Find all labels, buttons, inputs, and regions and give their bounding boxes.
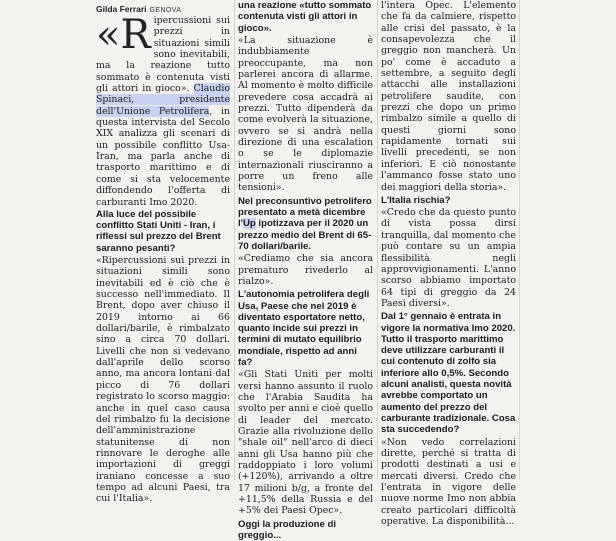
drop-cap: «R bbox=[96, 12, 151, 58]
question-continuation: una reazione «tutto sommato contenuta visti gli attori in gioco». bbox=[238, 0, 372, 34]
article-lead bbox=[96, 12, 230, 208]
answer-2: «Crediamo che sia ancora prematuro rivederlo al rialzo». bbox=[238, 253, 373, 287]
question-5: Dal 1° gennaio è entrata in vigore la normativa Imo 2020. Tutto il trasporto marittimo deve utilizzare carburanti il cui contenuto di zolfo sia inferiore allo 0,5%. Secondo alcuni analisti, questa novità avrebbe comportato un aumento del prezzo del carburante tradizionale. Cosa sta succedendo? bbox=[381, 311, 516, 436]
question-2-end: ipotizzava per il 2020 un prezzo medio del Brent di 65-70 dollari/barile. bbox=[238, 218, 372, 252]
byline-city: GENOVA bbox=[149, 7, 182, 14]
question-3: L'autonomia petrolifera degli Usa, Paese che nel 2019 è diventato esportatore netto, quanto incide sui prezzi in termini di mutato equilibrio mondiale, rispetto ad anni fa? bbox=[238, 289, 370, 368]
answer-3-continuation: l'intera Opec. L'elemento che fa da calmiere, rispetto alle crisi del passato, è la consapevolezza che il greggio non mancherà. Un po' come è accaduto a settembre, a seguito degli attacchi alle installazioni petrolifere saudite, con prezzi che dopo un primo rimbalzo simile a quello di questi giorni sono rapidamente tornati sui livelli precedenti, se non inferiori. E ciò nonostante l'ammanco fosse stato uno dei maggiori della storia». bbox=[381, 0, 516, 193]
question-4: L'Italia rischia? bbox=[381, 194, 451, 206]
column-2 bbox=[238, 0, 373, 541]
column-1 bbox=[96, 0, 230, 505]
question-1: Alla luce del possibile conflitto Stati Uniti - Iran, i riflessi sul prezzo del Brent saranno pesanti? bbox=[96, 208, 221, 254]
column-3 bbox=[381, 0, 516, 527]
lead-text-end: , in questa intervista del Secolo XIX analizza gli scenari di un possibile conflitto Usa-Iran, ma parla anche di trasporto marittimo e di come si sta velocemente diffondendo l'offerta di carburanti Imo 2020. bbox=[96, 105, 230, 208]
question-2-start: Nel preconsuntivo petrolifero presentato a metà dicembre l' bbox=[238, 195, 372, 230]
answer-3: «Gli Stati Uniti per molti versi hanno assunto il ruolo che l'Arabia Saudita ha svolto per anni e cioè quello di leader del mercato. Grazie alla rivoluzione dello "shale oil" nell'arco di dieci anni gli Usa hanno più che raddoppiato i loro volumi (+120%), arrivando a oltre 17 milioni b/g, a fronte del +11,5% della Russia e del +5% dei Paesi Opec». bbox=[238, 369, 373, 517]
answer-1: «Ripercussioni sui prezzi in situazioni simili sono inevitabili ed è ciò che è successo nell'immediato. Il Brent, dopo aver chiuso il 2019 intorno ai 66 dollari/barile, è rimbalzato sino a circa 70 dollari. Livelli che non si vedevano dall'aprile dello scorso anno, ma ancora lontani dal picco di 76 dollari registrato lo scorso maggio: anche in quel caso causa del rimbalzo fu la decisione dell'amministrazione statunitense di non rinnovare le deroghe alle importazioni di greggi iraniano concesse a suo tempo ad alcuni Paesi, tra cui l'Italia». bbox=[96, 255, 230, 505]
lead-text-start: ipercussioni sui prezzi in situazioni simili sono inevitabili, ma la reazione tutto sommato è contenuta visti gli attori in gioco». bbox=[96, 15, 230, 95]
column-2-tail: Oggi la produzione di greggio... bbox=[238, 518, 337, 541]
answer-4: «Credo che da questo punto di vista possa dirsi tranquilla, dal momento che può contare su un ampia flessibilità negli approvvigionamenti. L'anno scorso abbiamo importato 64 tipi di greggio da 24 Paesi diversi». bbox=[381, 207, 516, 309]
answer-continuation: «La situazione è indubbiamente preoccupante, ma non parlerei ancora di allarme. Al momento è molto difficile prevedere cosa accadrà ai prezzi. Tutto dipenderà da come evolverà la situazione, ovvero se si andrà nella direzione di una escalation o se le diplomazie internazionali riusciranno a porre un freno alle tensioni». bbox=[238, 34, 373, 194]
highlighted-up: Up bbox=[242, 218, 256, 230]
column-rule bbox=[519, 0, 520, 480]
highlighted-interviewee: Claudio Spinaci, presidente dell'Unione Petrolifera bbox=[96, 83, 230, 117]
author-name: Gilda Ferrari bbox=[96, 4, 147, 14]
column-rule bbox=[234, 0, 235, 480]
question-2 bbox=[238, 196, 373, 252]
column-rule bbox=[377, 0, 378, 480]
answer-5: «Non vedo correlazioni dirette, perché si tratta di prodotti destinati a usi e mercati diversi. Credo che l'entrata in vigore delle nuove norme Imo non abbia creato particolari difficoltà operative. La disponibilità... bbox=[381, 436, 516, 527]
